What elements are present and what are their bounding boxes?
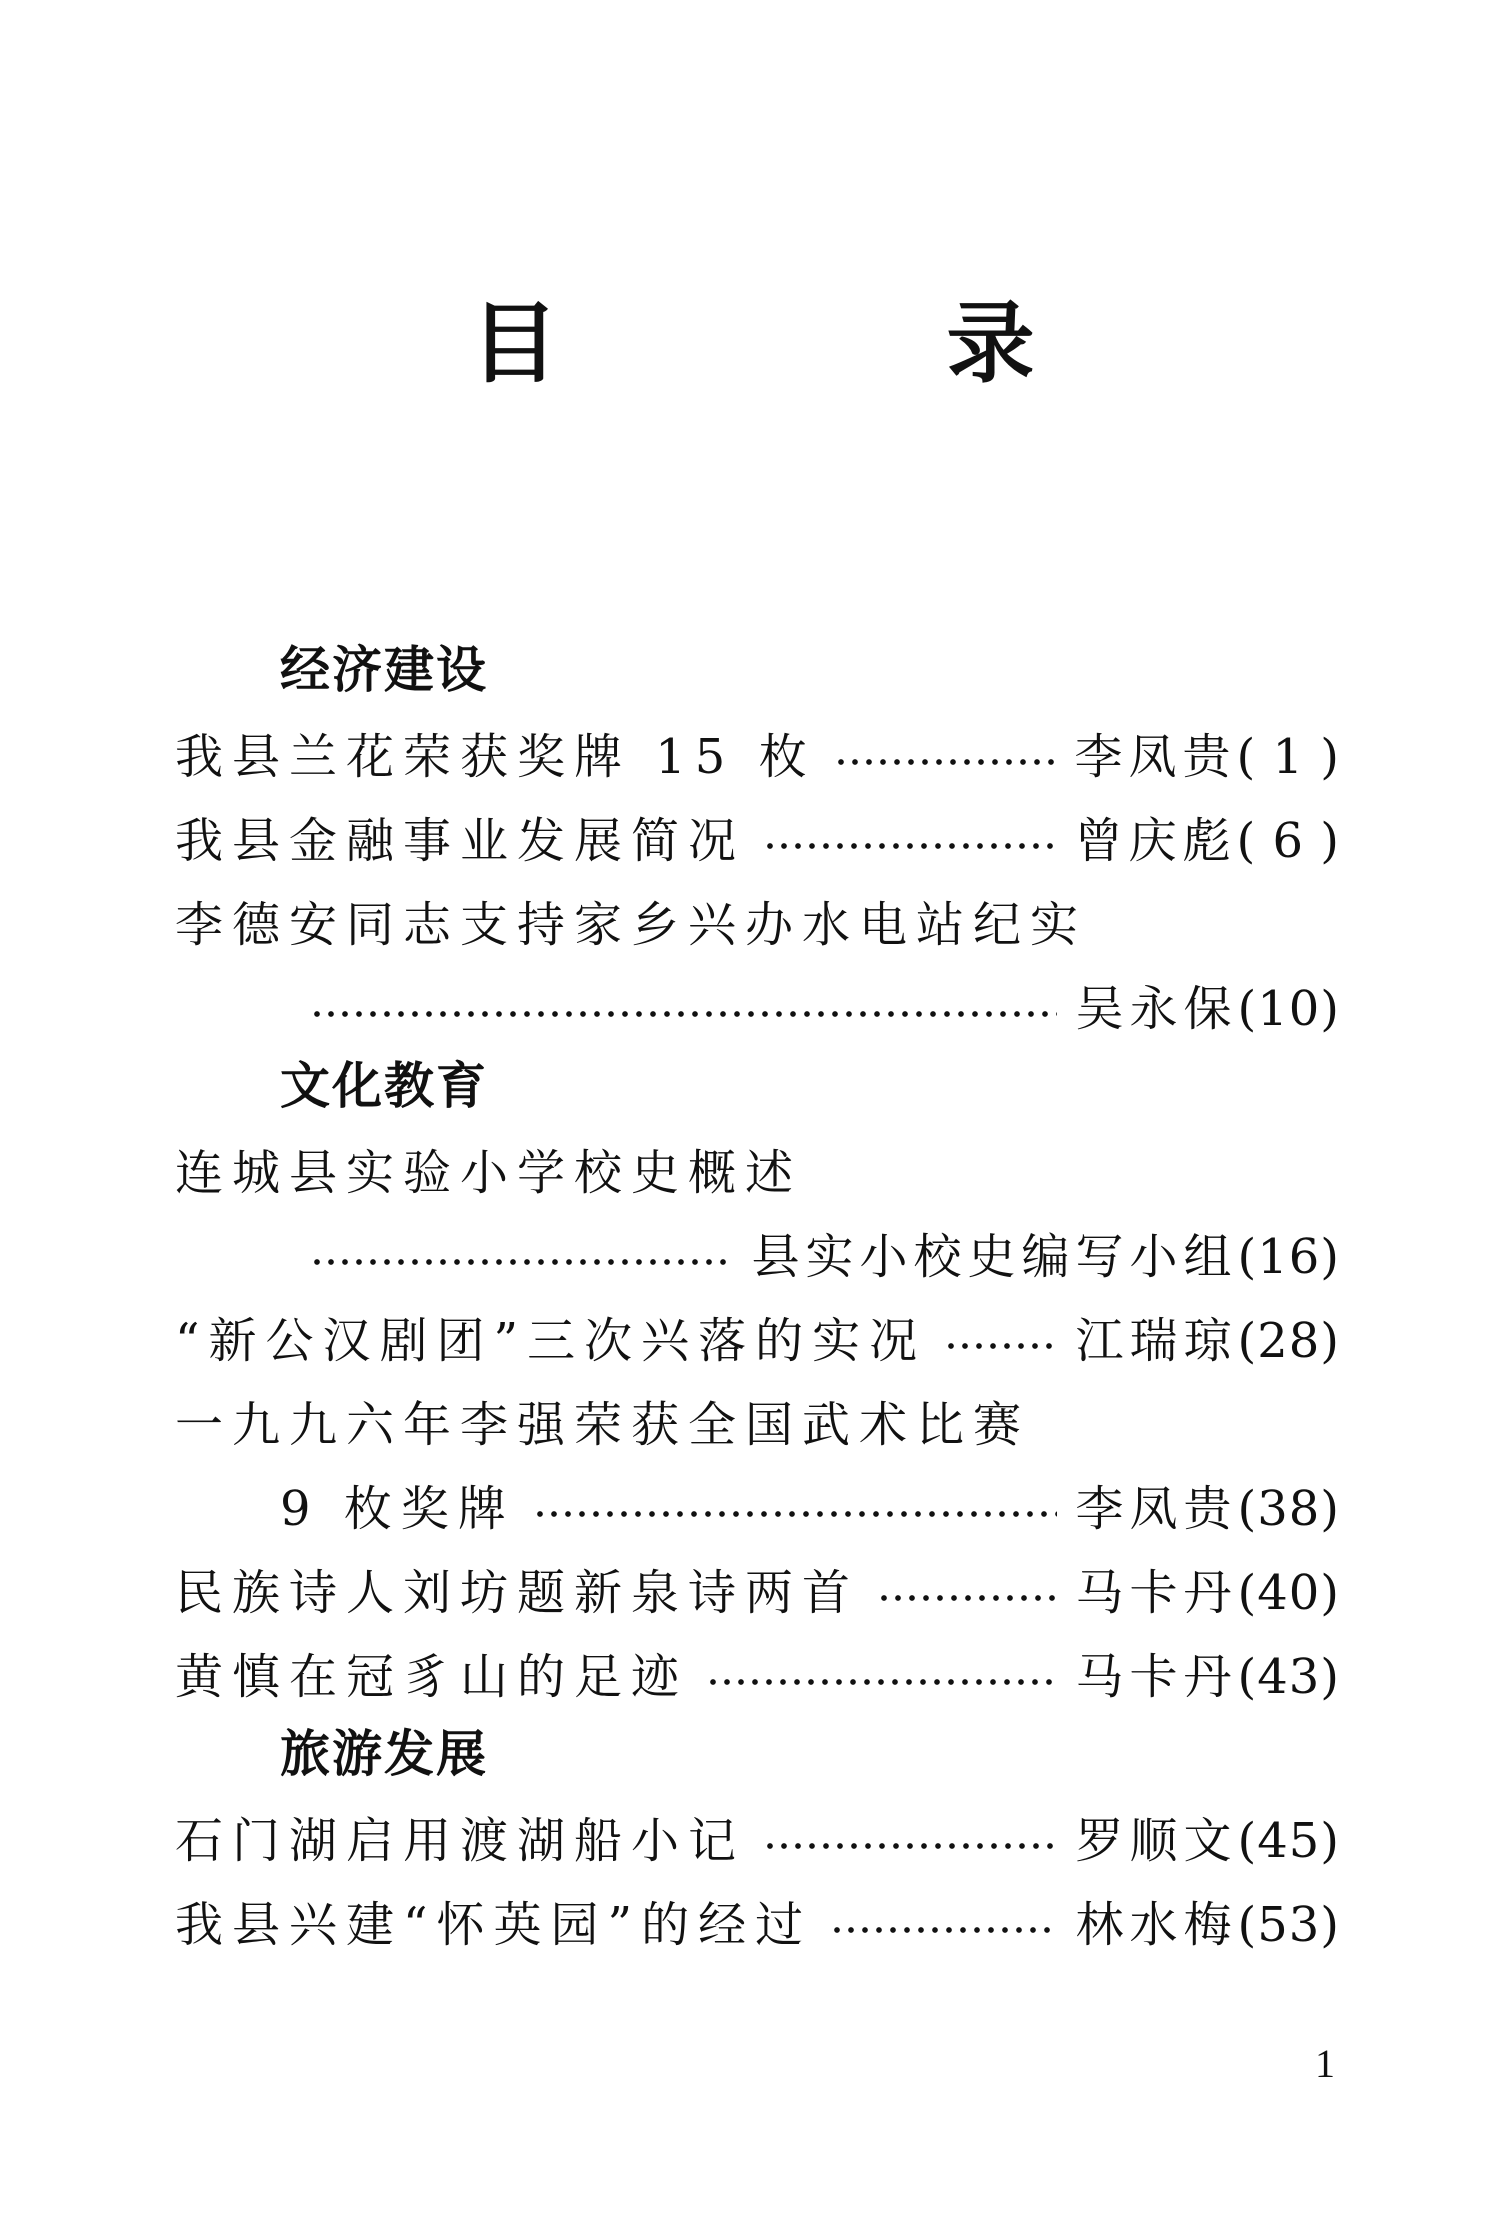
entry-page: (43) <box>1237 1648 1340 1705</box>
toc-entry <box>175 1878 1340 1962</box>
section-heading-economy: 经济建设 <box>280 641 488 699</box>
toc-entry <box>175 794 1340 878</box>
leader-dots <box>763 841 1056 851</box>
leader-dots <box>830 1925 1057 1935</box>
leader-dots <box>834 757 1057 767</box>
section-heading-culture: 文化教育 <box>280 1057 488 1115</box>
toc-entry <box>175 1794 1340 1878</box>
toc-entry-continuation <box>175 1210 1340 1294</box>
entry-title: 连城县实验小学校史概述 <box>175 1144 803 1201</box>
toc-entry <box>175 1126 1340 1210</box>
entry-title: 民族诗人刘坊题新泉诗两首 <box>175 1564 860 1621</box>
toc-entry <box>175 1378 1340 1462</box>
entry-author-page <box>1075 1802 1340 1871</box>
entry-author: 曾庆彪 <box>1074 812 1237 869</box>
page-title: 目 录 <box>470 292 1185 395</box>
leader-dots <box>877 1593 1057 1603</box>
entry-author: 罗顺文 <box>1075 1812 1238 1869</box>
entry-page: ( 6 ) <box>1236 812 1340 869</box>
entry-author: 李凤贵 <box>1075 1480 1238 1537</box>
entry-title-continued: 9 枚奖牌 <box>280 1480 515 1537</box>
entry-author: 李凤贵 <box>1074 728 1237 785</box>
toc-entry <box>175 1630 1340 1714</box>
toc-entry <box>175 878 1340 962</box>
entry-page: (28) <box>1237 1312 1340 1369</box>
entry-page: ( 1 ) <box>1236 728 1340 785</box>
entry-author-page <box>1075 1470 1340 1539</box>
leader-dots <box>310 1009 1057 1019</box>
entry-author-page <box>1075 1554 1340 1623</box>
leader-dots <box>706 1677 1057 1687</box>
entry-title: 一九九六年李强荣获全国武术比赛 <box>175 1396 1031 1453</box>
toc-entry <box>175 710 1340 794</box>
entry-author-page <box>1074 718 1340 787</box>
toc-entry-continuation <box>175 1462 1340 1546</box>
entry-author-page <box>1075 1302 1340 1371</box>
entry-title: 黄慎在冠豸山的足迹 <box>175 1648 689 1705</box>
entry-title: 我县兴建“怀英园”的经过 <box>175 1896 813 1953</box>
toc-entry <box>175 1294 1340 1378</box>
entry-author-page <box>1075 1638 1340 1707</box>
toc-entry-continuation <box>175 962 1340 1046</box>
entry-page: (53) <box>1237 1896 1340 1953</box>
entry-page: (38) <box>1237 1480 1340 1537</box>
leader-dots <box>533 1509 1058 1519</box>
entry-author-page <box>1074 802 1340 871</box>
entry-author: 马卡丹 <box>1075 1564 1238 1621</box>
entry-page: (40) <box>1237 1564 1340 1621</box>
entry-title: “新公汉剧团”三次兴落的实况 <box>175 1312 927 1369</box>
entry-title: 我县金融事业发展简况 <box>175 812 746 869</box>
page-number: 1 <box>1315 2041 1335 2086</box>
entry-author: 林水梅 <box>1075 1896 1238 1953</box>
entry-page: (45) <box>1237 1812 1340 1869</box>
entry-author: 吴永保 <box>1075 980 1238 1037</box>
toc-entry <box>175 1546 1340 1630</box>
entry-author: 马卡丹 <box>1075 1648 1238 1705</box>
entry-title: 石门湖启用渡湖船小记 <box>175 1812 746 1869</box>
leader-dots <box>763 1841 1057 1851</box>
leader-dots <box>310 1257 733 1267</box>
entry-author-page <box>1075 970 1340 1039</box>
entry-author: 江瑞琼 <box>1075 1312 1238 1369</box>
entry-page: (16) <box>1237 1228 1340 1285</box>
table-of-contents <box>175 630 1340 1962</box>
entry-title: 我县兰花荣获奖牌 15 枚 <box>175 728 816 785</box>
entry-author-page <box>1075 1886 1340 1955</box>
section-heading-tourism: 旅游发展 <box>280 1725 488 1783</box>
entry-author-page <box>751 1218 1340 1287</box>
entry-title: 李德安同志支持家乡兴办水电站纪实 <box>175 896 1088 953</box>
leader-dots <box>944 1341 1057 1351</box>
entry-author: 县实小校史编写小组 <box>751 1228 1238 1285</box>
entry-page: (10) <box>1237 980 1340 1037</box>
